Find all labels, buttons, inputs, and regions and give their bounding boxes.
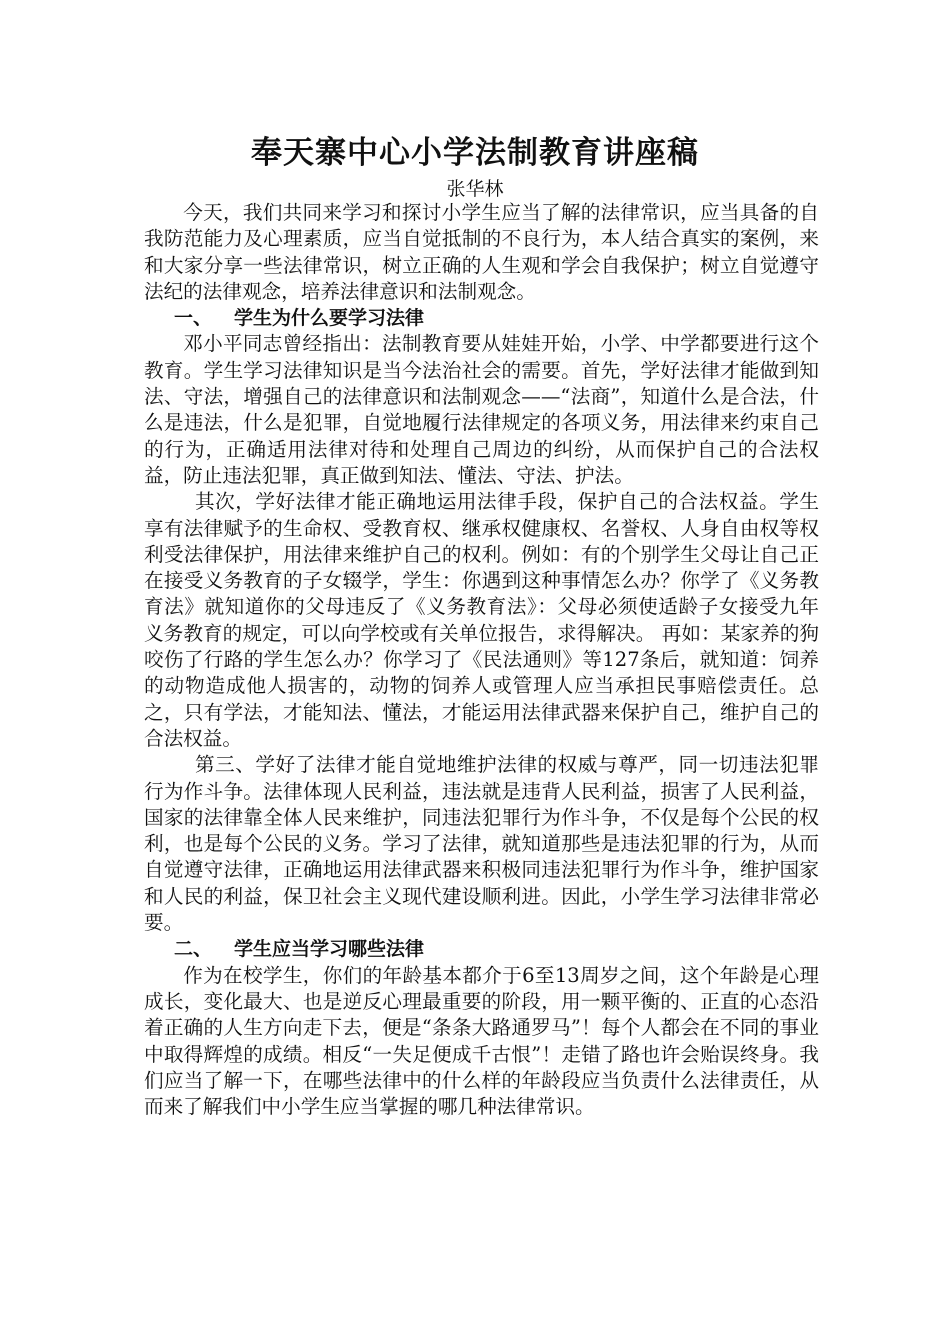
section-number-2: 二、 bbox=[174, 938, 213, 961]
section-title-1: 学生为什么要学习法律 bbox=[234, 307, 425, 330]
section-heading-2 bbox=[144, 936, 819, 962]
section-title-2: 学生应当学习哪些法律 bbox=[234, 938, 425, 961]
section2-paragraph: 作为在校学生，你们的年龄基本都介于6至13周岁之间，这个年龄是心理成长，变化最大、也是逆反心理最重要的阶段，用一颗平衡的、正直的心态沿着正确的人生方向走下去，便是“条条大路通罗马”！每个人都会在不同的事业中取得辉煌的成绩。相反“一失足便成千古恨”！走错了路也许会贻误终身。我们应当了解一下，在哪些法律中的什么样的年龄段应当负责什么法律责任，从而来了解我们中小学生应当掌握的哪几种法律常识。 bbox=[144, 963, 819, 1119]
author-name: 张华林 bbox=[446, 178, 504, 200]
section1-paragraph: 其次，学好法律才能正确地运用法律手段，保护自己的合法权益。学生享有法律赋予的生命权、受教育权、继承权健康权、名誉权、人身自由权等权利受法律保护，用法律来维护自己的权利。例如：有的个别学生父母让自己正在接受义务教育的子女辍学，学生：你遇到这种事情怎么办？你学了《义务教育法》就知道你的父母违反了《义务教育法》：父母必须使适龄子女接受九年义务教育的规定，可以向学校或有关单位报告，求得解决。 再如：某家养的狗咬伤了行路的学生怎么办？你学习了《民法通则》等127条后，就知道：饲养的动物造成他人损害的，动物的饲养人或管理人应当承担民事赔偿责任。总之，只有学法，才能知法、懂法，才能运用法律武器来保护自己，维护自己的合法权益。 bbox=[144, 490, 819, 750]
section1-paragraph: 邓小平同志曾经指出：法制教育要从娃娃开始，小学、中学都要进行这个教育。学生学习法律知识是当今法治社会的需要。首先，学好法律才能做到知法、守法，增强自己的法律意识和法制观念——“法商”，知道什么是合法，什么是违法，什么是犯罪，自觉地履行法律规定的各项义务，用法律来约束自己的行为，正确适用法律对待和处理自己周边的纠纷，从而保护自己的合法权益，防止违法犯罪，真正做到知法、懂法、守法、护法。 bbox=[144, 332, 819, 487]
section1-paragraph: 第三、学好了法律才能自觉地维护法律的权威与尊严，同一切违法犯罪行为作斗争。法律体现人民利益，违法就是违背人民利益，损害了人民利益，国家的法律靠全体人民来维护，同违法犯罪行为作斗争，不仅是每个公民的权利，也是每个公民的义务。学习了法律，就知道那些是违法犯罪的行为，从而自觉遵守法律，正确地运用法律武器来积极同违法犯罪行为作斗争，维护国家和人民的利益，保卫社会主义现代建设顺利进。因此，小学生学习法律非常必要。 bbox=[144, 753, 819, 935]
document-body bbox=[144, 200, 819, 1120]
intro-paragraph: 今天，我们共同来学习和探讨小学生应当了解的法律常识，应当具备的自我防范能力及心理素质，应当自觉抵制的不良行为，本人结合真实的案例，来和大家分享一些法律常识，树立正确的人生观和学会自我保护；树立自觉遵守法纪的法律观念，培养法律意识和法制观念。 bbox=[144, 201, 819, 303]
section-number-1: 一、 bbox=[174, 307, 213, 330]
section-heading-1 bbox=[144, 305, 819, 331]
document-title: 奉天寨中心小学法制教育讲座稿 bbox=[251, 135, 699, 171]
